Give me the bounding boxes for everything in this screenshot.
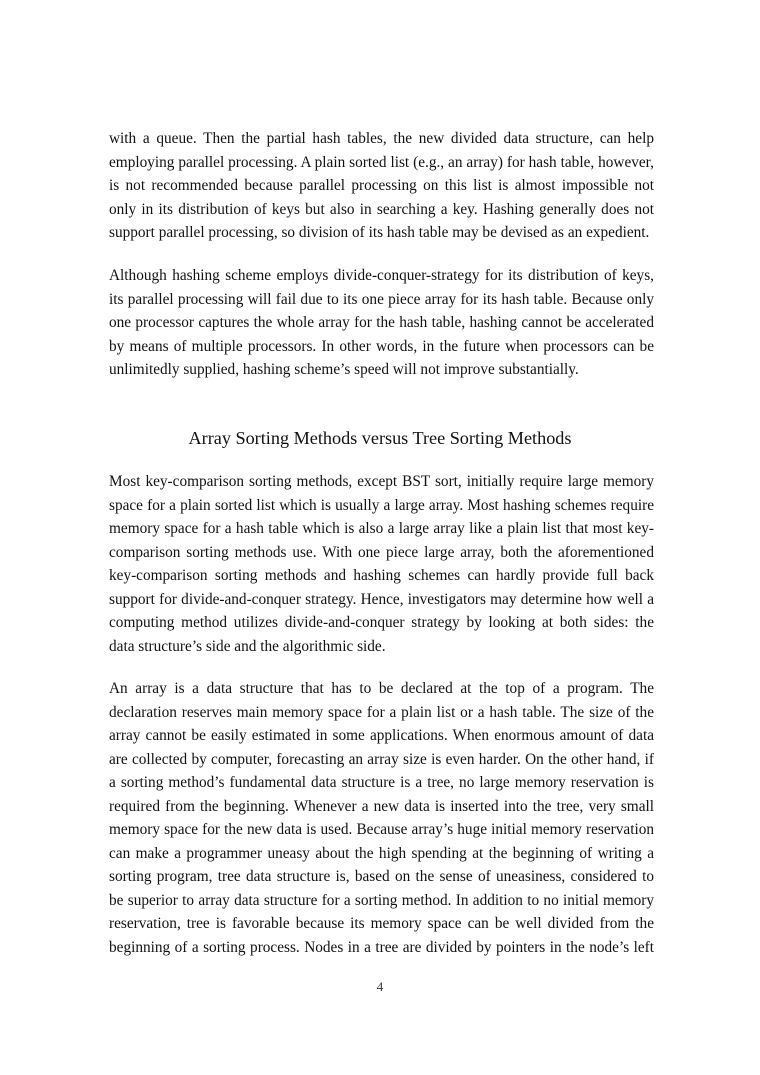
page-number: 4 xyxy=(376,979,384,994)
text-line: a sorting method’s fundamental data structure is a tree, no large memory reservation is xyxy=(109,774,654,791)
text-line: be superior to array data structure for a sorting method. In addition to no initial memory xyxy=(109,891,654,909)
text-line: are collected by computer, forecasting an array size is even harder. On the other hand, if xyxy=(109,750,654,768)
paragraph-hashing-parallel-failure xyxy=(109,264,654,382)
text-line: reservation, tree is favorable because its memory space can be well divided from the xyxy=(109,915,654,932)
text-line: only in its distribution of keys but also in searching a key. Hashing generally does not xyxy=(109,200,654,218)
text-line: employing parallel processing. A plain sorted list (e.g., an array) for hash table, however, xyxy=(109,153,654,171)
text-line: computing method utilizes divide-and-conquer strategy by looking at both sides: the xyxy=(109,614,654,631)
text-line: required from the beginning. Whenever a new data is inserted into the tree, very small xyxy=(109,797,654,815)
text-line: space for a plain sorted list which is usually a large array. Most hashing schemes require xyxy=(109,496,654,514)
text-line: declaration reserves main memory space for a plain list or a hash table. The size of the xyxy=(109,703,654,721)
text-line: An array is a data structure that has to be declared at the top of a program. The xyxy=(109,680,654,697)
paragraph-hash-table-division xyxy=(109,127,654,245)
text-line: Although hashing scheme employs divide-conquer-strategy for its distribution of keys, xyxy=(109,267,654,284)
text-line: support parallel processing, so division of its hash table may be devised as an expedient. xyxy=(109,224,650,241)
text-line: one processor captures the whole array for the hash table, hashing cannot be accelerated xyxy=(109,314,654,331)
text-line: key-comparison sorting methods and hashing schemes can hardly provide full back xyxy=(109,567,654,584)
text-line: memory space for a hash table which is also a large array like a plain list that most key- xyxy=(109,520,654,537)
paragraph-array-vs-tree xyxy=(109,677,654,959)
text-line: sorting program, tree data structure is, based on the sense of uneasiness, considered to xyxy=(109,868,654,885)
text-line: support for divide-and-conquer strategy. Hence, investigators may determine how well a xyxy=(109,590,654,608)
text-line: is not recommended because parallel processing on this list is almost impossible not xyxy=(109,177,654,194)
section-heading: Array Sorting Methods versus Tree Sorting Methods xyxy=(188,428,572,448)
text-line: beginning of a sorting process. Nodes in a tree are divided by pointers in the node’s left xyxy=(109,938,654,956)
paragraph-key-comparison-memory xyxy=(109,470,654,658)
text-line: can make a programmer uneasy about the high spending at the beginning of writing a xyxy=(109,844,654,862)
text-line: Most key-comparison sorting methods, except BST sort, initially require large memory xyxy=(109,473,654,490)
text-line: array cannot be easily estimated in some applications. When enormous amount of data xyxy=(109,727,654,744)
text-line: comparison sorting methods use. With one piece large array, both the aforementioned xyxy=(109,543,654,561)
text-line: by means of multiple processors. In other words, in the future when processors can be xyxy=(109,337,654,355)
text-line: with a queue. Then the partial hash tables, the new divided data structure, can help xyxy=(109,130,654,147)
text-line: memory space for the new data is used. Because array’s huge initial memory reservation xyxy=(109,821,654,838)
text-line: its parallel processing will fail due to its one piece array for its hash table. Because only xyxy=(109,290,654,308)
text-line: unlimitedly supplied, hashing scheme’s speed will not improve substantially. xyxy=(109,361,579,378)
text-line: data structure’s side and the algorithmic side. xyxy=(109,637,386,655)
